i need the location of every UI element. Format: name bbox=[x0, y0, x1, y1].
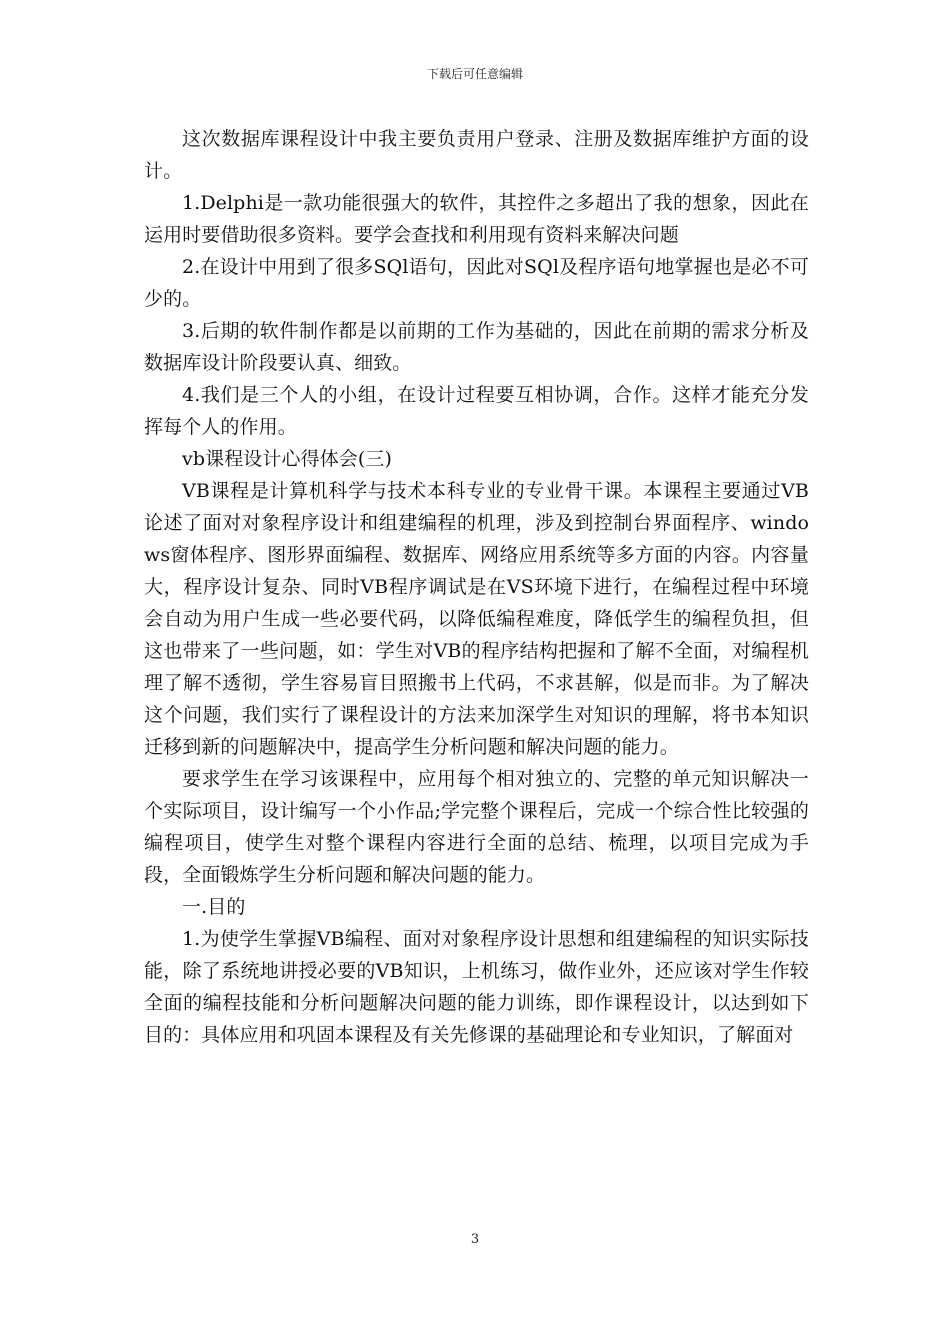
paragraph-point-2: 2.在设计中用到了很多SQl语句，因此对SQl及程序语句地掌握也是必不可少的。 bbox=[144, 256, 809, 310]
subheading-purpose: 一.目的 bbox=[182, 896, 246, 918]
paragraph-point-1: 1.Delphi是一款功能很强大的软件，其控件之多超出了我的想象，因此在运用时要借助很多资料。要学会查找和利用现有资料来解决问题 bbox=[144, 192, 809, 246]
paragraph-point-4: 4.我们是三个人的小组，在设计过程要互相协调，合作。这样才能充分发挥每个人的作用。 bbox=[144, 384, 809, 438]
section-heading: vb课程设计心得体会(三) bbox=[182, 448, 393, 470]
paragraph-vb-intro: VB课程是计算机科学与技术本科专业的专业骨干课。本课程主要通过VB论述了面对对象程序设计和组建编程的机理，涉及到控制台界面程序、windows窗体程序、图形界面编程、数据库、网络应用系统等多方面的内容。内容量大，程序设计复杂、同时VB程序调试是在VS环境下进行，在编程过程中环境会自动为用户生成一些必要代码，以降低编程难度，降低学生的编程负担，但这也带来了一些问题，如：学生对VB的程序结构把握和了解不全面，对编程机理了解不透彻，学生容易盲目照搬书上代码，不求甚解，似是而非。为了解决这个问题，我们实行了课程设计的方法来加深学生对知识的理解，将书本知识迁移到新的问题解决中，提高学生分析问题和解决问题的能力。 bbox=[144, 480, 809, 758]
paragraph-requirements: 要求学生在学习该课程中，应用每个相对独立的、完整的单元知识解决一个实际项目，设计编写一个小作品;学完整个课程后，完成一个综合性比较强的编程项目，使学生对整个课程内容进行全面的总结、梳理，以项目完成为手段，全面锻炼学生分析问题和解决问题的能力。 bbox=[144, 768, 809, 886]
paragraph-purpose-1: 1.为使学生掌握VB编程、面对对象程序设计思想和组建编程的知识实际技能，除了系统地讲授必要的VB知识，上机练习，做作业外，还应该对学生作较全面的编程技能和分析问题解决问题的能力训练，即作课程设计，以达到如下目的：具体应用和巩固本课程及有关先修课的基础理论和专业知识，了解面对 bbox=[144, 928, 809, 1046]
paragraph-point-3: 3.后期的软件制作都是以前期的工作为基础的，因此在前期的需求分析及数据库设计阶段要认真、细致。 bbox=[144, 320, 809, 374]
page-number: 3 bbox=[470, 1232, 480, 1247]
paragraph-role-summary: 这次数据库课程设计中我主要负责用户登录、注册及数据库维护方面的设计。 bbox=[144, 128, 809, 182]
page-header: 下载后可任意编辑 bbox=[426, 67, 523, 81]
document-body bbox=[144, 123, 809, 1051]
